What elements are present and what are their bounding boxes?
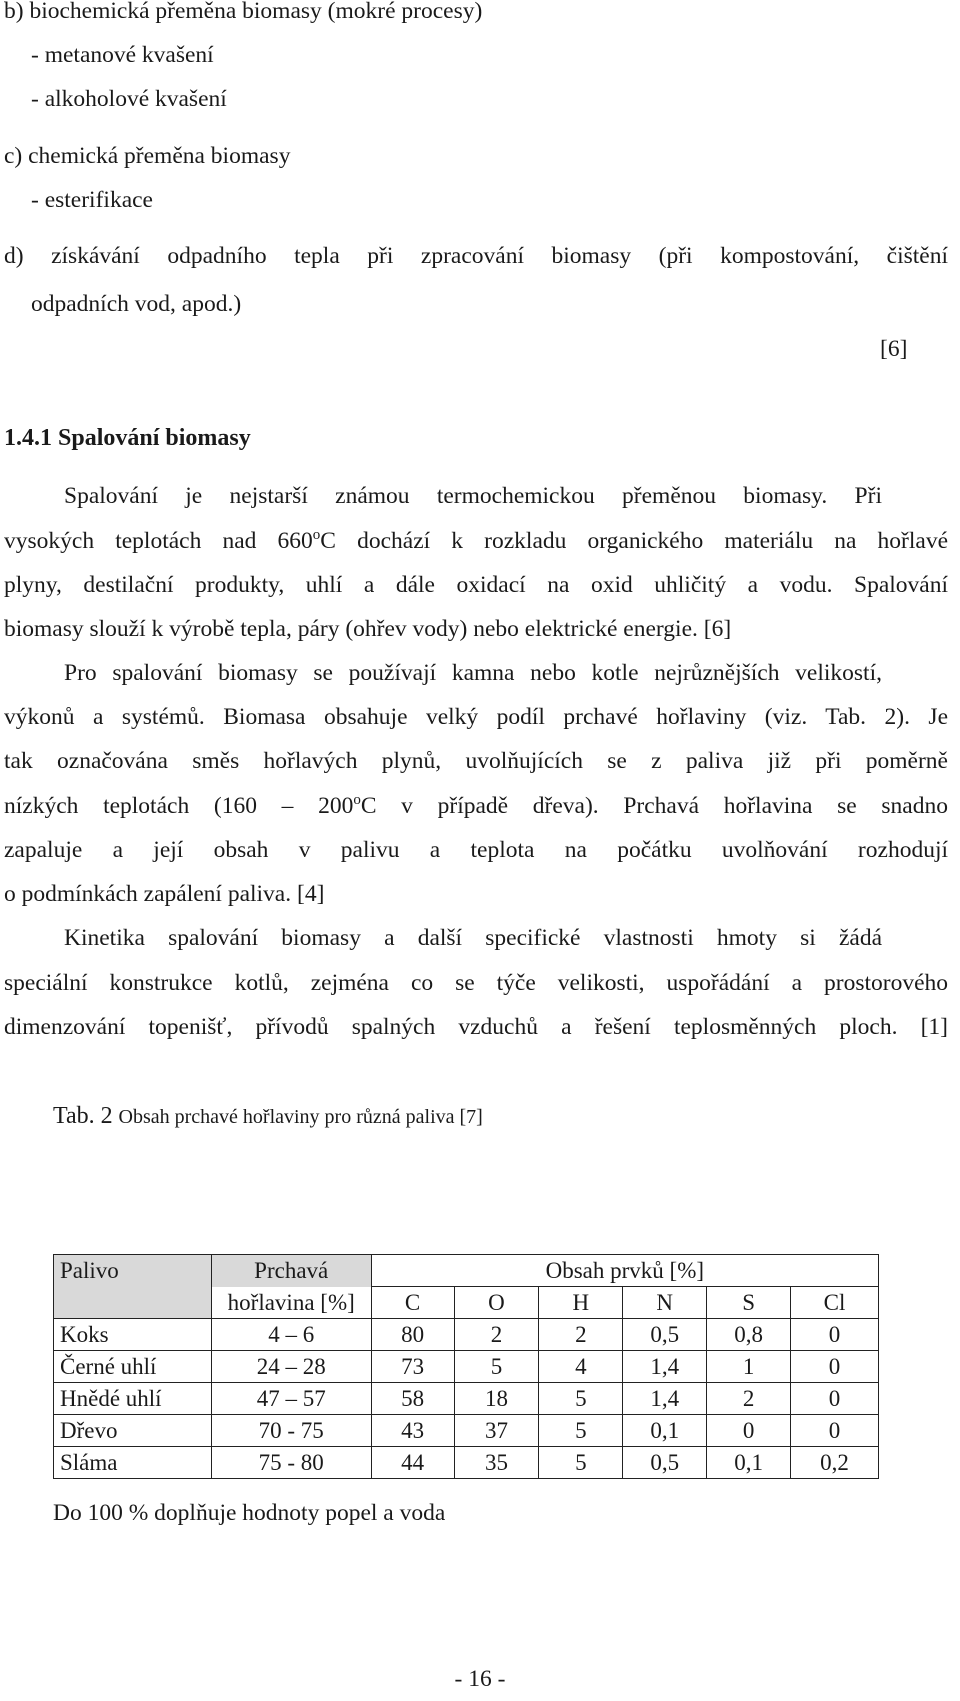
paragraph-line: zapaluje a její obsah v palivu a teplota na počátku uvolňování rozhodují [4, 837, 948, 863]
table-cell: Hnědé uhlí [54, 1383, 212, 1415]
paragraph-line: nízkých teplotách (160 – 200$^o$C v případě dřeva). Prchavá hořlavina se snadno [4, 792, 948, 819]
paragraph-line: speciální konstrukce kotlů, zejména co se týče velikosti, uspořádání a prostorového [4, 970, 948, 996]
header-prchava: Prchavá [211, 1255, 371, 1287]
list-b-title: b) biochemická přeměna biomasy (mokré procesy) [4, 0, 483, 24]
paragraph-line: tak označována směs hořlavých plynů, uvolňujících se z paliva již při poměrně [4, 748, 948, 774]
header-element: N [623, 1287, 707, 1319]
table-cell: 80 [371, 1319, 454, 1351]
table-cell: 37 [454, 1415, 539, 1447]
paragraph-line: Pro spalování biomasy se používají kamna nebo kotle nejrůznějších velikostí, [64, 660, 882, 686]
paragraph-line: výkonů a systémů. Biomasa obsahuje velký podíl prchavé hořlaviny (viz. Tab. 2). Je [4, 704, 948, 730]
paragraph-line: vysokých teplotách nad 660$^o$C dochází k rozkladu organického materiálu na hořlavé [4, 527, 948, 554]
table-cell: 0 [791, 1415, 879, 1447]
table-cell: 24 – 28 [211, 1351, 371, 1383]
table-cell: 0,2 [791, 1447, 879, 1479]
header-obsah: Obsah prvků [%] [371, 1255, 878, 1287]
table-cell: 0,8 [707, 1319, 791, 1351]
table-cell: Dřevo [54, 1415, 212, 1447]
table-cell: 0,1 [623, 1415, 707, 1447]
table-cell: 70 - 75 [211, 1415, 371, 1447]
table-caption-text: Obsah prchavé hořlaviny pro různá paliva [7] [118, 1106, 483, 1128]
table-cell: 47 – 57 [211, 1383, 371, 1415]
table-cell: 5 [539, 1415, 623, 1447]
table-cell: 43 [371, 1415, 454, 1447]
paragraph-line: o podmínkách zapálení paliva. [4] [4, 881, 325, 907]
table-cell: 18 [454, 1383, 539, 1415]
table-cell: 0,1 [707, 1447, 791, 1479]
list-c-item: - esterifikace [31, 187, 153, 213]
table-cell: Koks [54, 1319, 212, 1351]
paragraph-line: Kinetika spalování biomasy a další specifické vlastnosti hmoty si žádá [64, 925, 882, 951]
header-element: C [371, 1287, 454, 1319]
section-heading [4, 425, 251, 452]
table-cell: 0,5 [623, 1447, 707, 1479]
header-element: H [539, 1287, 623, 1319]
table-cell: 0 [707, 1415, 791, 1447]
list-b-item: - alkoholové kvašení [31, 86, 227, 112]
section-title: Spalování biomasy [58, 425, 251, 451]
list-d-line: odpadních vod, apod.) [31, 291, 242, 317]
table-caption-prefix: Tab. 2 [53, 1103, 113, 1129]
table-cell: 58 [371, 1383, 454, 1415]
table-cell: 5 [539, 1383, 623, 1415]
table-cell: 75 - 80 [211, 1447, 371, 1479]
table-cell: 1,4 [623, 1383, 707, 1415]
table-row [54, 1447, 879, 1479]
table-cell: 2 [454, 1319, 539, 1351]
table-cell: 0,5 [623, 1319, 707, 1351]
table-cell: 0 [791, 1319, 879, 1351]
table-cell: 5 [454, 1351, 539, 1383]
table-cell: 35 [454, 1447, 539, 1479]
table-row [54, 1415, 879, 1447]
table-cell: 2 [539, 1319, 623, 1351]
table-cell: 5 [539, 1447, 623, 1479]
table-cell: Sláma [54, 1447, 212, 1479]
table-caption [53, 1103, 483, 1130]
table-cell: 4 – 6 [211, 1319, 371, 1351]
paragraph-line: biomasy slouží k výrobě tepla, páry (ohřev vody) nebo elektrické energie. [6] [4, 616, 732, 642]
paragraph-line: plyny, destilační produkty, uhlí a dále oxidací na oxid uhličitý a vodu. Spalování [4, 572, 948, 598]
list-b-item: - metanové kvašení [31, 42, 214, 68]
table-row [54, 1351, 879, 1383]
table-cell: 1 [707, 1351, 791, 1383]
table-cell: 1,4 [623, 1351, 707, 1383]
paragraph-line: dimenzování topenišť, přívodů spalných vzduchů a řešení teplosměnných ploch. [1] [4, 1014, 948, 1040]
page-number: - 16 - [454, 1666, 506, 1692]
table-cell: Černé uhlí [54, 1351, 212, 1383]
list-c-title: c) chemická přeměna biomasy [4, 143, 291, 169]
table-row [54, 1383, 879, 1415]
table-note: Do 100 % doplňuje hodnoty popel a voda [53, 1500, 446, 1526]
table-cell: 0 [791, 1351, 879, 1383]
data-table [53, 1254, 879, 1479]
header-palivo: Palivo [54, 1255, 212, 1319]
table-row [54, 1319, 879, 1351]
list-d-line: d) získávání odpadního tepla při zpracování biomasy (při kompostování, čištění [4, 243, 948, 269]
table-cell: 4 [539, 1351, 623, 1383]
table-cell: 0 [791, 1383, 879, 1415]
section-number: 1.4.1 [4, 425, 52, 451]
paragraph-line: Spalování je nejstarší známou termochemickou přeměnou biomasy. Při [64, 483, 882, 509]
header-element: S [707, 1287, 791, 1319]
header-horlavina: hořlavina [%] [211, 1287, 371, 1319]
reference: [6] [880, 336, 908, 362]
header-element: Cl [791, 1287, 879, 1319]
table-cell: 2 [707, 1383, 791, 1415]
table-cell: 73 [371, 1351, 454, 1383]
table-cell: 44 [371, 1447, 454, 1479]
header-element: O [454, 1287, 539, 1319]
